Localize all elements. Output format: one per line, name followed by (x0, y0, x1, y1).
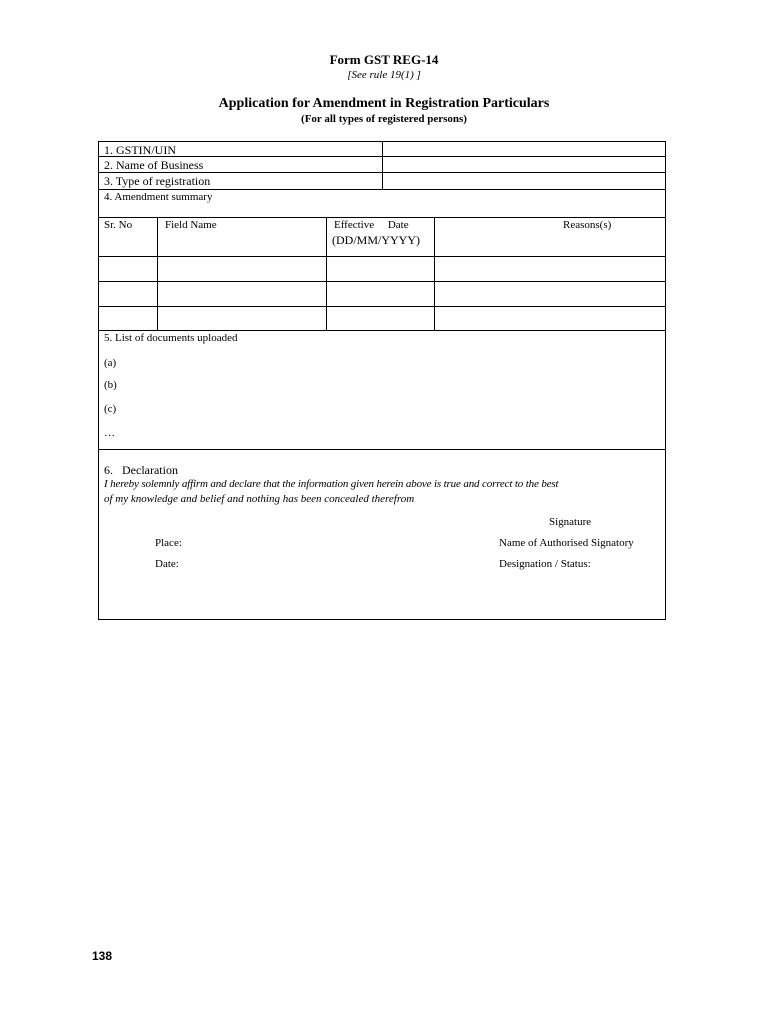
row-divider (98, 189, 666, 190)
row-divider (98, 330, 666, 331)
document-item-a: (a) (104, 357, 117, 369)
row-divider (98, 281, 666, 282)
column-divider (326, 217, 327, 330)
application-subtitle: (For all types of registered persons) (301, 113, 467, 125)
gstin-label: 1. GSTIN/UIN (104, 143, 176, 157)
col-header-sr-no: Sr. No (104, 219, 133, 231)
document-item-c: (c) (104, 403, 117, 415)
column-divider (382, 141, 383, 189)
business-name-label: 2. Name of Business (104, 158, 204, 172)
authorised-signatory-label: Name of Authorised Signatory (499, 537, 634, 549)
row-divider (98, 217, 666, 218)
application-title: Application for Amendment in Registration Particulars (218, 96, 550, 111)
rule-reference: [See rule 19(1) ] (347, 69, 421, 81)
page-number: 138 (92, 949, 113, 963)
documents-label: 5. List of documents uploaded (104, 332, 238, 344)
row-divider (98, 306, 666, 307)
row-divider (98, 256, 666, 257)
form-title: Form GST REG-14 (329, 52, 439, 67)
document-item-ellipsis: … (104, 427, 115, 439)
registration-type-label: 3. Type of registration (104, 174, 211, 188)
col-header-field-name: Field Name (165, 219, 217, 231)
col-header-effective-date: Effective Date (334, 219, 409, 231)
row-divider (98, 449, 666, 450)
document-item-b: (b) (104, 379, 117, 391)
col-header-date-format: (DD/MM/YYYY) (332, 233, 420, 247)
amendment-summary-label: 4. Amendment summary (104, 191, 213, 203)
column-divider (434, 217, 435, 330)
declaration-label: 6. Declaration (104, 463, 178, 477)
date-label: Date: (155, 558, 179, 570)
designation-label: Designation / Status: (499, 558, 591, 570)
col-header-reasons: Reasons(s) (563, 219, 612, 231)
column-divider (157, 217, 158, 330)
declaration-text-line-1: I hereby solemnly affirm and declare that the information given herein above is true and correct to the best (104, 478, 559, 490)
signature-label: Signature (549, 516, 592, 528)
place-label: Place: (155, 537, 182, 549)
declaration-text-line-2: of my knowledge and belief and nothing has been concealed therefrom (104, 493, 415, 505)
